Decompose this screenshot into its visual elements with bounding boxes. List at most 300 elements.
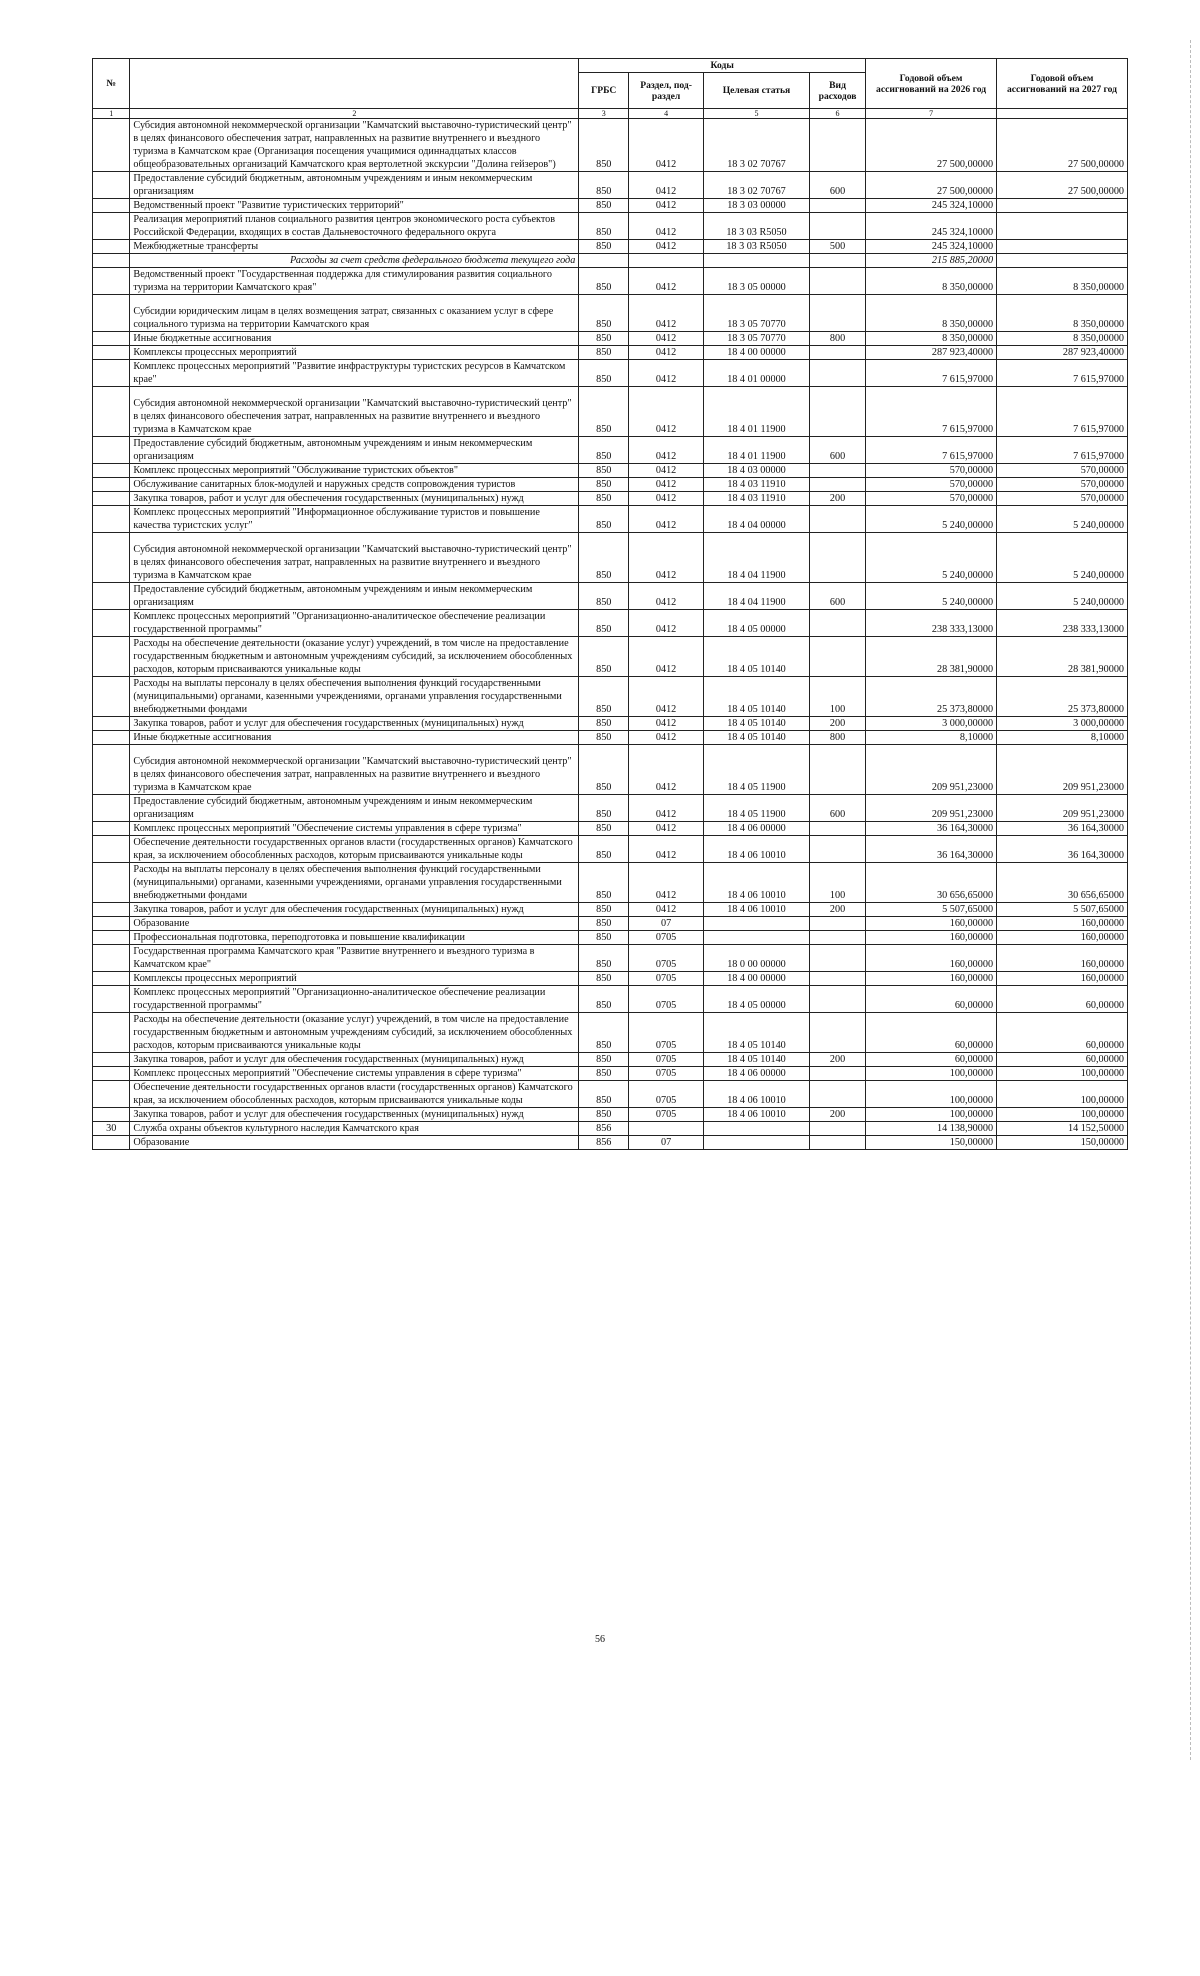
table-row xyxy=(93,1122,1128,1136)
row-amount-2026: 7 615,97000 xyxy=(866,360,997,387)
row-expense-type xyxy=(809,199,865,213)
row-razdel: 0412 xyxy=(629,795,704,822)
row-index xyxy=(93,387,130,437)
row-amount-2027: 36 164,30000 xyxy=(997,836,1128,863)
row-amount-2026: 14 138,90000 xyxy=(866,1122,997,1136)
row-amount-2027 xyxy=(997,213,1128,240)
row-grbs xyxy=(579,254,629,268)
row-target-article: 18 4 01 00000 xyxy=(703,360,809,387)
row-index xyxy=(93,1108,130,1122)
row-target-article: 18 4 06 00000 xyxy=(703,1067,809,1081)
table-row xyxy=(93,533,1128,583)
row-grbs: 850 xyxy=(579,745,629,795)
table-row xyxy=(93,464,1128,478)
row-index xyxy=(93,172,130,199)
row-expense-type xyxy=(809,972,865,986)
table-row xyxy=(93,172,1128,199)
row-amount-2027: 209 951,23000 xyxy=(997,795,1128,822)
row-expense-type xyxy=(809,610,865,637)
table-row xyxy=(93,199,1128,213)
row-target-article: 18 4 05 10140 xyxy=(703,677,809,717)
row-amount-2027: 209 951,23000 xyxy=(997,745,1128,795)
row-index xyxy=(93,1013,130,1053)
row-amount-2027: 150,00000 xyxy=(997,1136,1128,1150)
row-grbs: 850 xyxy=(579,917,629,931)
row-target-article: 18 4 06 10010 xyxy=(703,863,809,903)
row-target-article: 18 4 01 11900 xyxy=(703,437,809,464)
budget-table-body xyxy=(93,119,1128,1150)
table-row xyxy=(93,637,1128,677)
row-index xyxy=(93,836,130,863)
row-target-article: 18 3 03 00000 xyxy=(703,199,809,213)
table-row xyxy=(93,717,1128,731)
row-target-article: 18 3 05 70770 xyxy=(703,295,809,332)
row-amount-2026: 245 324,10000 xyxy=(866,199,997,213)
row-name: Комплексы процессных мероприятий xyxy=(130,972,579,986)
table-row xyxy=(93,346,1128,360)
row-target-article: 18 3 03 R5050 xyxy=(703,213,809,240)
header-target-article: Целевая статья xyxy=(703,73,809,109)
row-name: Комплекс процессных мероприятий "Информационное обслуживание туристов и повышение качества туристских услуг" xyxy=(130,506,579,533)
table-row xyxy=(93,583,1128,610)
row-name: Субсидии юридическим лицам в целях возмещения затрат, связанных с оказанием услуг в сфере социального туризма на территории Камчатского края xyxy=(130,295,579,332)
row-index xyxy=(93,731,130,745)
row-amount-2027: 30 656,65000 xyxy=(997,863,1128,903)
table-row xyxy=(93,863,1128,903)
row-razdel: 0412 xyxy=(629,610,704,637)
row-grbs: 850 xyxy=(579,478,629,492)
row-target-article: 18 4 00 00000 xyxy=(703,972,809,986)
row-razdel: 0412 xyxy=(629,506,704,533)
row-amount-2026: 160,00000 xyxy=(866,945,997,972)
row-index xyxy=(93,332,130,346)
row-target-article: 18 4 00 00000 xyxy=(703,346,809,360)
row-grbs: 850 xyxy=(579,822,629,836)
row-grbs: 850 xyxy=(579,332,629,346)
row-expense-type xyxy=(809,1067,865,1081)
row-amount-2027: 160,00000 xyxy=(997,931,1128,945)
row-grbs: 850 xyxy=(579,1013,629,1053)
row-grbs: 850 xyxy=(579,506,629,533)
row-target-article: 18 4 04 11900 xyxy=(703,533,809,583)
table-row xyxy=(93,1067,1128,1081)
table-row xyxy=(93,295,1128,332)
row-grbs: 850 xyxy=(579,464,629,478)
row-target-article xyxy=(703,931,809,945)
row-target-article: 18 3 02 70767 xyxy=(703,172,809,199)
row-amount-2027: 160,00000 xyxy=(997,917,1128,931)
row-razdel: 0412 xyxy=(629,677,704,717)
row-target-article: 18 4 06 10010 xyxy=(703,903,809,917)
row-name: Закупка товаров, работ и услуг для обеспечения государственных (муниципальных) нужд xyxy=(130,1108,579,1122)
row-name: Комплекс процессных мероприятий "Развитие инфраструктуры туристских ресурсов в Камчатском крае" xyxy=(130,360,579,387)
row-grbs: 850 xyxy=(579,533,629,583)
row-razdel: 0705 xyxy=(629,931,704,945)
row-amount-2026: 60,00000 xyxy=(866,1013,997,1053)
row-index xyxy=(93,240,130,254)
row-amount-2027: 3 000,00000 xyxy=(997,717,1128,731)
row-name: Образование xyxy=(130,1136,579,1150)
row-amount-2026: 287 923,40000 xyxy=(866,346,997,360)
page-number: 56 xyxy=(595,1634,605,1645)
row-amount-2026: 209 951,23000 xyxy=(866,795,997,822)
row-target-article: 18 4 05 11900 xyxy=(703,745,809,795)
row-index xyxy=(93,478,130,492)
row-razdel: 0412 xyxy=(629,745,704,795)
row-index xyxy=(93,1053,130,1067)
row-amount-2027: 27 500,00000 xyxy=(997,119,1128,172)
row-index xyxy=(93,610,130,637)
row-expense-type xyxy=(809,478,865,492)
row-index xyxy=(93,903,130,917)
table-row xyxy=(93,492,1128,506)
row-grbs: 850 xyxy=(579,931,629,945)
row-amount-2027: 25 373,80000 xyxy=(997,677,1128,717)
row-amount-2027: 5 240,00000 xyxy=(997,533,1128,583)
row-name: Служба охраны объектов культурного наследия Камчатского края xyxy=(130,1122,579,1136)
table-row xyxy=(93,360,1128,387)
scan-edge-line xyxy=(1190,40,1192,1760)
table-row xyxy=(93,745,1128,795)
row-razdel: 0412 xyxy=(629,199,704,213)
row-target-article xyxy=(703,1122,809,1136)
row-expense-type: 600 xyxy=(809,437,865,464)
row-amount-2027: 60,00000 xyxy=(997,986,1128,1013)
row-amount-2026: 570,00000 xyxy=(866,464,997,478)
table-row xyxy=(93,478,1128,492)
row-name: Обеспечение деятельности государственных органов власти (государственных органов) Камчатского края, за исключением обособленных расходов, которым присваиваются уникальные коды xyxy=(130,836,579,863)
row-razdel: 07 xyxy=(629,917,704,931)
row-amount-2026: 160,00000 xyxy=(866,972,997,986)
row-target-article: 18 3 02 70767 xyxy=(703,119,809,172)
row-amount-2026: 36 164,30000 xyxy=(866,836,997,863)
header-2027: Годовой объем ассигнований на 2027 год xyxy=(997,59,1128,109)
row-amount-2026: 28 381,90000 xyxy=(866,637,997,677)
row-expense-type: 600 xyxy=(809,795,865,822)
colnum: 3 xyxy=(579,109,629,119)
row-index xyxy=(93,119,130,172)
budget-table xyxy=(92,58,1128,1150)
header-2026: Годовой объем ассигнований на 2026 год xyxy=(866,59,997,109)
row-grbs: 850 xyxy=(579,492,629,506)
row-grbs: 850 xyxy=(579,731,629,745)
row-target-article xyxy=(703,1136,809,1150)
row-razdel: 0412 xyxy=(629,903,704,917)
row-amount-2027: 570,00000 xyxy=(997,464,1128,478)
table-row xyxy=(93,731,1128,745)
row-expense-type xyxy=(809,945,865,972)
header-razdel: Раздел, под-раздел xyxy=(629,73,704,109)
row-razdel: 0412 xyxy=(629,360,704,387)
table-row xyxy=(93,1053,1128,1067)
row-name: Ведомственный проект "Государственная поддержка для стимулирования развития социального туризма на территории Камчатского края" xyxy=(130,268,579,295)
table-row xyxy=(93,836,1128,863)
row-expense-type xyxy=(809,346,865,360)
row-grbs: 850 xyxy=(579,295,629,332)
row-expense-type xyxy=(809,1122,865,1136)
row-grbs: 850 xyxy=(579,945,629,972)
row-amount-2027: 28 381,90000 xyxy=(997,637,1128,677)
row-amount-2027: 100,00000 xyxy=(997,1108,1128,1122)
row-name: Закупка товаров, работ и услуг для обеспечения государственных (муниципальных) нужд xyxy=(130,717,579,731)
row-razdel: 0412 xyxy=(629,717,704,731)
row-amount-2026: 245 324,10000 xyxy=(866,213,997,240)
row-amount-2027: 100,00000 xyxy=(997,1081,1128,1108)
row-amount-2026: 5 507,65000 xyxy=(866,903,997,917)
row-amount-2026: 36 164,30000 xyxy=(866,822,997,836)
row-razdel: 0705 xyxy=(629,1013,704,1053)
row-name: Комплекс процессных мероприятий "Обслуживание туристских объектов" xyxy=(130,464,579,478)
row-expense-type: 800 xyxy=(809,731,865,745)
row-expense-type xyxy=(809,506,865,533)
row-razdel: 0412 xyxy=(629,464,704,478)
table-row xyxy=(93,213,1128,240)
row-index xyxy=(93,863,130,903)
row-grbs: 856 xyxy=(579,1122,629,1136)
row-amount-2027: 60,00000 xyxy=(997,1053,1128,1067)
row-grbs: 850 xyxy=(579,610,629,637)
row-index xyxy=(93,533,130,583)
table-row xyxy=(93,1136,1128,1150)
row-name: Расходы на обеспечение деятельности (оказание услуг) учреждений, в том числе на предоставление государственным бюджетным и автономным учреждениям субсидий, за исключением обособленных расходов, которым присваиваются уникальные коды xyxy=(130,637,579,677)
row-grbs: 850 xyxy=(579,119,629,172)
row-razdel: 0412 xyxy=(629,295,704,332)
row-target-article: 18 4 06 10010 xyxy=(703,1108,809,1122)
row-name: Субсидия автономной некоммерческой организации "Камчатский выставочно-туристический центр" в целях финансового обеспечения затрат, направленных на развитие внутреннего и въездного туризма в Камчатском крае (Организация посещения учащимися одиннадцатых классов общеобразовательных организаций Камчатского края вертолетной экскурсии "Долина гейзеров") xyxy=(130,119,579,172)
row-amount-2026: 8 350,00000 xyxy=(866,295,997,332)
row-amount-2026: 27 500,00000 xyxy=(866,119,997,172)
row-amount-2027: 7 615,97000 xyxy=(997,387,1128,437)
table-row xyxy=(93,822,1128,836)
row-name: Комплексы процессных мероприятий xyxy=(130,346,579,360)
table-row xyxy=(93,240,1128,254)
row-grbs: 850 xyxy=(579,836,629,863)
table-row xyxy=(93,945,1128,972)
row-grbs: 850 xyxy=(579,360,629,387)
row-expense-type xyxy=(809,917,865,931)
row-index xyxy=(93,822,130,836)
row-amount-2026: 7 615,97000 xyxy=(866,437,997,464)
row-index xyxy=(93,1067,130,1081)
row-name: Межбюджетные трансферты xyxy=(130,240,579,254)
row-amount-2026: 150,00000 xyxy=(866,1136,997,1150)
row-target-article: 18 4 04 11900 xyxy=(703,583,809,610)
row-razdel: 0412 xyxy=(629,492,704,506)
row-index xyxy=(93,295,130,332)
row-target-article: 18 4 05 00000 xyxy=(703,986,809,1013)
row-amount-2026: 7 615,97000 xyxy=(866,387,997,437)
row-razdel: 0412 xyxy=(629,731,704,745)
row-target-article: 18 4 05 10140 xyxy=(703,1053,809,1067)
row-amount-2026: 100,00000 xyxy=(866,1067,997,1081)
row-grbs: 856 xyxy=(579,1136,629,1150)
row-expense-type xyxy=(809,637,865,677)
row-amount-2027: 60,00000 xyxy=(997,1013,1128,1053)
row-name: Комплекс процессных мероприятий "Обеспечение системы управления в сфере туризма" xyxy=(130,1067,579,1081)
row-target-article: 18 4 06 00000 xyxy=(703,822,809,836)
table-row xyxy=(93,795,1128,822)
row-amount-2026: 25 373,80000 xyxy=(866,677,997,717)
row-index: 30 xyxy=(93,1122,130,1136)
row-razdel xyxy=(629,254,704,268)
row-amount-2026: 245 324,10000 xyxy=(866,240,997,254)
row-target-article: 18 4 01 11900 xyxy=(703,387,809,437)
row-expense-type xyxy=(809,931,865,945)
colnum: 5 xyxy=(703,109,809,119)
row-amount-2027 xyxy=(997,240,1128,254)
row-name: Реализация мероприятий планов социального развития центров экономического роста субъектов Российской Федерации, входящих в состав Дальневосточного федерального округа xyxy=(130,213,579,240)
row-amount-2026: 30 656,65000 xyxy=(866,863,997,903)
row-index xyxy=(93,583,130,610)
row-target-article: 18 4 06 10010 xyxy=(703,1081,809,1108)
row-amount-2027 xyxy=(997,254,1128,268)
row-razdel: 0705 xyxy=(629,1081,704,1108)
row-expense-type xyxy=(809,387,865,437)
row-name: Расходы на выплаты персоналу в целях обеспечения выполнения функций государственными (муниципальными) органами, казенными учреждениями, органами управления государственными внебюджетными фондами xyxy=(130,863,579,903)
table-row xyxy=(93,506,1128,533)
row-expense-type: 200 xyxy=(809,903,865,917)
row-razdel: 0705 xyxy=(629,1067,704,1081)
row-index xyxy=(93,677,130,717)
row-expense-type xyxy=(809,1081,865,1108)
row-index xyxy=(93,199,130,213)
row-amount-2026: 5 240,00000 xyxy=(866,506,997,533)
row-index xyxy=(93,268,130,295)
row-grbs: 850 xyxy=(579,213,629,240)
row-grbs: 850 xyxy=(579,986,629,1013)
row-amount-2026: 215 885,20000 xyxy=(866,254,997,268)
row-amount-2027: 27 500,00000 xyxy=(997,172,1128,199)
row-amount-2027: 8 350,00000 xyxy=(997,268,1128,295)
row-expense-type xyxy=(809,464,865,478)
row-name: Закупка товаров, работ и услуг для обеспечения государственных (муниципальных) нужд xyxy=(130,1053,579,1067)
row-expense-type xyxy=(809,986,865,1013)
row-name: Расходы за счет средств федерального бюджета текущего года xyxy=(130,254,579,268)
row-index xyxy=(93,1136,130,1150)
row-name: Расходы на выплаты персоналу в целях обеспечения выполнения функций государственными (муниципальными) органами, казенными учреждениями, органами управления государственными внебюджетными фондами xyxy=(130,677,579,717)
row-expense-type xyxy=(809,213,865,240)
row-target-article: 18 3 03 R5050 xyxy=(703,240,809,254)
row-index xyxy=(93,986,130,1013)
row-expense-type: 500 xyxy=(809,240,865,254)
row-grbs: 850 xyxy=(579,1108,629,1122)
row-grbs: 850 xyxy=(579,717,629,731)
row-amount-2026: 8 350,00000 xyxy=(866,268,997,295)
row-expense-type xyxy=(809,836,865,863)
row-target-article: 18 0 00 00000 xyxy=(703,945,809,972)
row-index xyxy=(93,917,130,931)
row-amount-2026: 5 240,00000 xyxy=(866,533,997,583)
row-grbs: 850 xyxy=(579,240,629,254)
row-index xyxy=(93,437,130,464)
row-name: Субсидия автономной некоммерческой организации "Камчатский выставочно-туристический центр" в целях финансового обеспечения затрат, направленных на развитие внутреннего и въездного туризма в Камчатском крае xyxy=(130,387,579,437)
row-name: Закупка товаров, работ и услуг для обеспечения государственных (муниципальных) нужд xyxy=(130,492,579,506)
row-grbs: 850 xyxy=(579,387,629,437)
colnum xyxy=(997,109,1128,119)
row-amount-2026: 3 000,00000 xyxy=(866,717,997,731)
row-index xyxy=(93,254,130,268)
row-expense-type: 600 xyxy=(809,172,865,199)
row-amount-2027: 7 615,97000 xyxy=(997,360,1128,387)
colnum: 7 xyxy=(866,109,997,119)
row-grbs: 850 xyxy=(579,268,629,295)
row-expense-type: 100 xyxy=(809,863,865,903)
table-row xyxy=(93,931,1128,945)
row-index xyxy=(93,745,130,795)
row-expense-type: 200 xyxy=(809,492,865,506)
row-index xyxy=(93,213,130,240)
table-row xyxy=(93,903,1128,917)
row-name: Обеспечение деятельности государственных органов власти (государственных органов) Камчатского края, за исключением обособленных расходов, которым присваиваются уникальные коды xyxy=(130,1081,579,1108)
row-index xyxy=(93,637,130,677)
row-amount-2027: 8 350,00000 xyxy=(997,295,1128,332)
row-razdel: 0412 xyxy=(629,637,704,677)
row-grbs: 850 xyxy=(579,637,629,677)
row-razdel: 0412 xyxy=(629,863,704,903)
row-name: Образование xyxy=(130,917,579,931)
row-target-article xyxy=(703,917,809,931)
row-amount-2027: 570,00000 xyxy=(997,478,1128,492)
row-razdel: 0412 xyxy=(629,332,704,346)
row-name: Предоставление субсидий бюджетным, автономным учреждениям и иным некоммерческим организациям xyxy=(130,795,579,822)
row-name: Предоставление субсидий бюджетным, автономным учреждениям и иным некоммерческим организациям xyxy=(130,172,579,199)
row-index xyxy=(93,945,130,972)
row-target-article: 18 4 05 11900 xyxy=(703,795,809,822)
row-razdel: 0412 xyxy=(629,836,704,863)
row-amount-2026: 160,00000 xyxy=(866,917,997,931)
row-expense-type: 600 xyxy=(809,583,865,610)
header-name xyxy=(130,59,579,109)
row-expense-type xyxy=(809,360,865,387)
row-amount-2027: 14 152,50000 xyxy=(997,1122,1128,1136)
row-grbs: 850 xyxy=(579,172,629,199)
row-expense-type xyxy=(809,1013,865,1053)
header-codes: Коды xyxy=(579,59,866,73)
row-razdel: 07 xyxy=(629,1136,704,1150)
row-grbs: 850 xyxy=(579,199,629,213)
row-razdel: 0412 xyxy=(629,533,704,583)
row-amount-2026: 8,10000 xyxy=(866,731,997,745)
row-amount-2026: 100,00000 xyxy=(866,1081,997,1108)
row-name: Профессиональная подготовка, переподготовка и повышение квалификации xyxy=(130,931,579,945)
row-target-article xyxy=(703,254,809,268)
row-expense-type: 200 xyxy=(809,1108,865,1122)
row-grbs: 850 xyxy=(579,1053,629,1067)
table-row xyxy=(93,119,1128,172)
row-razdel: 0705 xyxy=(629,1108,704,1122)
colnum: 4 xyxy=(629,109,704,119)
row-index xyxy=(93,492,130,506)
row-expense-type xyxy=(809,822,865,836)
row-target-article: 18 4 04 00000 xyxy=(703,506,809,533)
row-name: Закупка товаров, работ и услуг для обеспечения государственных (муниципальных) нужд xyxy=(130,903,579,917)
row-grbs: 850 xyxy=(579,346,629,360)
row-index xyxy=(93,795,130,822)
table-row xyxy=(93,254,1128,268)
row-target-article: 18 3 05 00000 xyxy=(703,268,809,295)
row-name: Расходы на обеспечение деятельности (оказание услуг) учреждений, в том числе на предоставление государственным бюджетным и автономным учреждениям субсидий, за исключением обособленных расходов, которым присваиваются уникальные коды xyxy=(130,1013,579,1053)
row-razdel: 0412 xyxy=(629,478,704,492)
row-amount-2026: 570,00000 xyxy=(866,478,997,492)
colnum: 1 xyxy=(93,109,130,119)
row-name: Обслуживание санитарных блок-модулей и наружных средств сопровождения туристов xyxy=(130,478,579,492)
row-amount-2027: 8,10000 xyxy=(997,731,1128,745)
row-target-article: 18 4 03 00000 xyxy=(703,464,809,478)
row-amount-2027: 5 240,00000 xyxy=(997,583,1128,610)
row-razdel: 0412 xyxy=(629,240,704,254)
row-index xyxy=(93,931,130,945)
row-grbs: 850 xyxy=(579,903,629,917)
